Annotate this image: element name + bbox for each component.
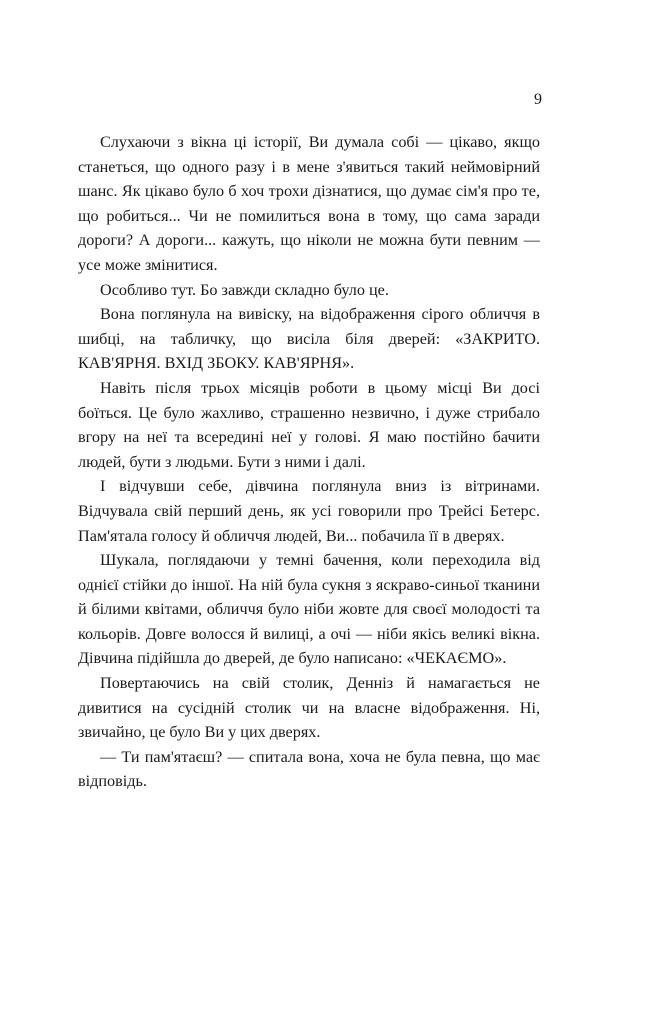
paragraph-1: Слухаючи з вікна ці історії, Ви думала собі — цікаво, якщо станеться, що одного разу і в мене з'явиться такий неймовірний шанс. Як цікаво було б хоч трохи дізнатися, що думає сім'я про те, що робиться... Чи не помилиться вона в тому, що сама заради дороги? А дороги... кажуть, що ніколи не можна бути певним — усе може змінитися. [78, 133, 540, 274]
paragraph-7: Повертаючись на свій столик, Денніз й намагається не дивитися на сусідній столик чи на власне відображення. Ні, звичайно, це було Ви у цих дверях. [78, 674, 540, 742]
paragraph-5: І відчувши себе, дівчина поглянула вниз із вітринами. Відчувала свій перший день, як усі говорили про Трейсі Бетерс. Пам'ятала голосу й обличчя людей, Ви... побачила її в дверях. [78, 477, 540, 545]
paragraph-8: — Ти пам'ятаєш? — спитала вона, хоча не була певна, що має відповідь. [78, 747, 540, 791]
paragraph-4: Навіть після трьох місяців роботи в цьому місці Ви досі боїться. Це було жахливо, страшенно незвично, і дуже стрибало вгору на неї та всередині неї у голові. Я маю постійно бачити людей, бути з людьми. Бути з ними і далі. [78, 378, 540, 471]
page-number: 9 [534, 91, 542, 108]
body-text [78, 130, 540, 794]
paragraph-2: Особливо тут. Бо завжди складно було це. [100, 280, 389, 299]
paragraph-6: Шукала, поглядаючи у темні бачення, коли переходила від однієї стійки до іншої. На ній була сукня з яскраво-синьої тканини й білими квітами, обличчя було ніби жовте для своєї молодості та кольорів. Довге волосся й вилиці, а очі — ніби якісь великі вікна. Дівчина підійшла до дверей, де було написано: «ЧЕКАЄМО». [78, 551, 540, 668]
paragraph-3: Вона поглянула на вивіску, на відображення сірого обличчя в шибці, на табличку, що висіла біля дверей: «ЗАКРИТО. КАВ'ЯРНЯ. ВХІД ЗБОКУ. КАВ'ЯРНЯ». [78, 305, 540, 373]
